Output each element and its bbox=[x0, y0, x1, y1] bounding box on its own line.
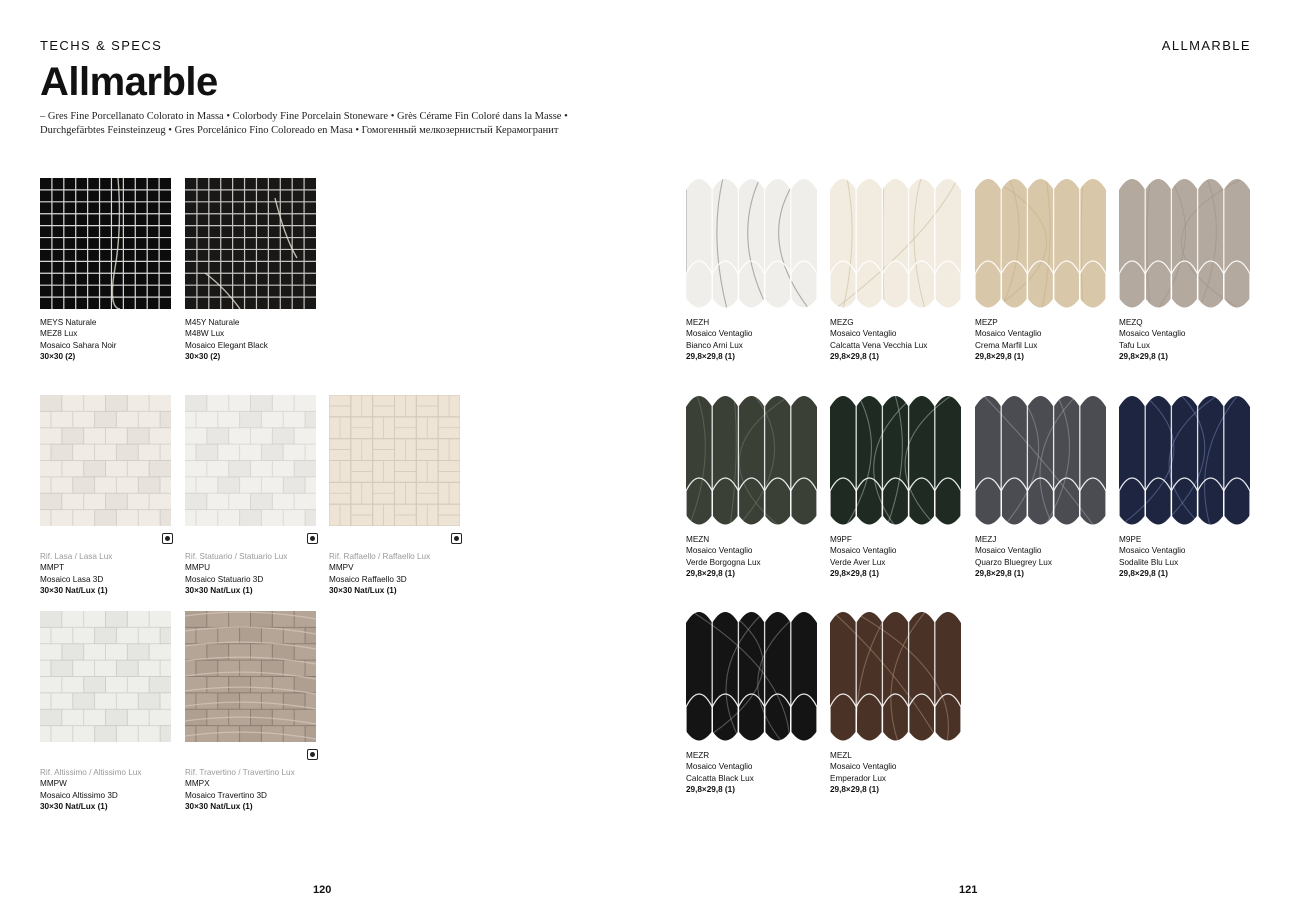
size-text: 29,8×29,8 (1) bbox=[830, 352, 879, 362]
product-type: Mosaico Ventaglio bbox=[1119, 329, 1186, 339]
mosaic-tile-image bbox=[185, 611, 316, 742]
fan-mosaic-image bbox=[686, 178, 817, 309]
fan-mosaic-image bbox=[830, 611, 961, 742]
product-name: Crema Marfil Lux bbox=[975, 340, 1038, 350]
size-text: 30×30 Nat/Lux (1) bbox=[185, 586, 253, 596]
size-text: 29,8×29,8 (1) bbox=[686, 569, 735, 579]
fan-mosaic-image bbox=[1119, 395, 1250, 526]
size-text: 30×30 Nat/Lux (1) bbox=[40, 802, 108, 812]
size-text: 30×30 Nat/Lux (1) bbox=[185, 802, 253, 812]
fan-mosaic-image bbox=[686, 611, 817, 742]
finish-badge-icon bbox=[307, 749, 318, 760]
section-label: TECHS & SPECS bbox=[40, 38, 163, 53]
product-name: Tafu Lux bbox=[1119, 340, 1150, 350]
subtitle-line-1: – Gres Fine Porcellanato Colorato in Massa • Colorbody Fine Porcelain Stoneware • Grès Cérame Fin Coloré dans la Masse • bbox=[40, 111, 568, 122]
product-name: Verde Borgogna Lux bbox=[686, 557, 761, 567]
product-caption bbox=[329, 551, 469, 597]
product-caption bbox=[975, 317, 1115, 363]
reference-text: Rif. Statuario / Statuario Lux bbox=[185, 552, 288, 561]
product-caption bbox=[686, 750, 826, 796]
caption-line: Mosaico Statuario 3D bbox=[185, 574, 264, 584]
caption-line: MMPU bbox=[185, 563, 211, 573]
product-type: Mosaico Ventaglio bbox=[975, 329, 1042, 339]
mosaic-tile-image bbox=[40, 611, 171, 742]
size-text: 30×30 Nat/Lux (1) bbox=[329, 586, 397, 596]
product-code: MEZQ bbox=[1119, 318, 1143, 327]
size-text: 29,8×29,8 (1) bbox=[686, 352, 735, 362]
size-text: 30×30 (2) bbox=[40, 352, 76, 362]
product-caption bbox=[1119, 317, 1259, 363]
size-text: 29,8×29,8 (1) bbox=[686, 785, 735, 795]
product-code: MEZL bbox=[830, 751, 852, 760]
product-name: Quarzo Bluegrey Lux bbox=[975, 557, 1052, 567]
mosaic-tile-image bbox=[329, 395, 460, 526]
product-type: Mosaico Ventaglio bbox=[830, 329, 897, 339]
product-caption bbox=[40, 767, 180, 813]
caption-line: MEZ8 Lux bbox=[40, 329, 78, 339]
fan-mosaic-image bbox=[830, 395, 961, 526]
reference-text: Rif. Lasa / Lasa Lux bbox=[40, 552, 113, 561]
product-type: Mosaico Ventaglio bbox=[686, 329, 753, 339]
caption-line: M48W Lux bbox=[185, 329, 225, 339]
product-code: MEZH bbox=[686, 318, 710, 327]
size-text: 30×30 (2) bbox=[185, 352, 221, 362]
product-caption bbox=[185, 317, 325, 363]
page-number-right: 121 bbox=[959, 884, 978, 896]
size-text: 29,8×29,8 (1) bbox=[975, 569, 1024, 579]
page-number-left: 120 bbox=[313, 884, 332, 896]
product-caption bbox=[40, 551, 180, 597]
caption-line: Mosaico Travertino 3D bbox=[185, 790, 267, 800]
product-type: Mosaico Ventaglio bbox=[686, 546, 753, 556]
size-text: 29,8×29,8 (1) bbox=[975, 352, 1024, 362]
caption-line: MMPX bbox=[185, 779, 210, 789]
mosaic-tile-image bbox=[40, 178, 171, 309]
product-caption bbox=[686, 534, 826, 580]
size-text: 29,8×29,8 (1) bbox=[1119, 569, 1168, 579]
product-name: Calcatta Vena Vecchia Lux bbox=[830, 340, 928, 350]
product-code: M9PE bbox=[1119, 535, 1142, 544]
product-type: Mosaico Ventaglio bbox=[686, 762, 753, 772]
caption-line: Mosaico Lasa 3D bbox=[40, 574, 104, 584]
product-caption bbox=[185, 551, 325, 597]
caption-line: Mosaico Altissimo 3D bbox=[40, 790, 118, 800]
mosaic-tile-image bbox=[40, 395, 171, 526]
product-code: MEZR bbox=[686, 751, 710, 760]
product-code: MEZN bbox=[686, 535, 710, 544]
fan-mosaic-image bbox=[975, 178, 1106, 309]
reference-text: Rif. Raffaello / Raffaello Lux bbox=[329, 552, 431, 561]
size-text: 29,8×29,8 (1) bbox=[830, 785, 879, 795]
product-caption bbox=[185, 767, 325, 813]
product-caption bbox=[40, 317, 180, 363]
fan-mosaic-image bbox=[1119, 178, 1250, 309]
reference-text: Rif. Travertino / Travertino Lux bbox=[185, 768, 295, 777]
product-type: Mosaico Ventaglio bbox=[1119, 546, 1186, 556]
caption-line: Mosaico Elegant Black bbox=[185, 340, 268, 350]
mosaic-tile-image bbox=[185, 395, 316, 526]
size-text: 29,8×29,8 (1) bbox=[1119, 352, 1168, 362]
caption-line: MMPW bbox=[40, 779, 67, 789]
page-title: Allmarble bbox=[40, 60, 218, 104]
finish-badge-icon bbox=[451, 533, 462, 544]
caption-line: MEYS Naturale bbox=[40, 318, 97, 327]
brand-label: ALLMARBLE bbox=[1161, 38, 1251, 53]
caption-line: MMPV bbox=[329, 563, 354, 573]
subtitle-line-2: Durchgefärbtes Feinsteinzeug • Gres Porcelánico Fino Coloreado en Masa • Гомогенный мелкозернистый Керамогранит bbox=[40, 125, 559, 136]
caption-line: Mosaico Sahara Noir bbox=[40, 340, 117, 350]
product-type: Mosaico Ventaglio bbox=[830, 546, 897, 556]
size-text: 29,8×29,8 (1) bbox=[830, 569, 879, 579]
product-name: Calcatta Black Lux bbox=[686, 773, 754, 783]
product-name: Sodalite Blu Lux bbox=[1119, 557, 1179, 567]
finish-badge-icon bbox=[307, 533, 318, 544]
product-caption bbox=[830, 317, 970, 363]
product-code: MEZG bbox=[830, 318, 854, 327]
product-name: Bianco Arni Lux bbox=[686, 340, 743, 350]
product-code: M9PF bbox=[830, 535, 852, 544]
product-code: MEZP bbox=[975, 318, 998, 327]
product-name: Emperador Lux bbox=[830, 773, 886, 783]
product-name: Verde Aver Lux bbox=[830, 557, 886, 567]
caption-line: Mosaico Raffaello 3D bbox=[329, 574, 407, 584]
product-caption bbox=[975, 534, 1115, 580]
reference-text: Rif. Altissimo / Altissimo Lux bbox=[40, 768, 142, 777]
product-type: Mosaico Ventaglio bbox=[975, 546, 1042, 556]
product-caption bbox=[1119, 534, 1259, 580]
product-caption bbox=[830, 750, 970, 796]
fan-mosaic-image bbox=[830, 178, 961, 309]
mosaic-tile-image bbox=[185, 178, 316, 309]
caption-line: MMPT bbox=[40, 563, 65, 573]
product-type: Mosaico Ventaglio bbox=[830, 762, 897, 772]
fan-mosaic-image bbox=[975, 395, 1106, 526]
fan-mosaic-image bbox=[686, 395, 817, 526]
size-text: 30×30 Nat/Lux (1) bbox=[40, 586, 108, 596]
product-code: MEZJ bbox=[975, 535, 997, 544]
product-caption bbox=[830, 534, 970, 580]
caption-line: M45Y Naturale bbox=[185, 318, 240, 327]
finish-badge-icon bbox=[162, 533, 173, 544]
product-caption bbox=[686, 317, 826, 363]
